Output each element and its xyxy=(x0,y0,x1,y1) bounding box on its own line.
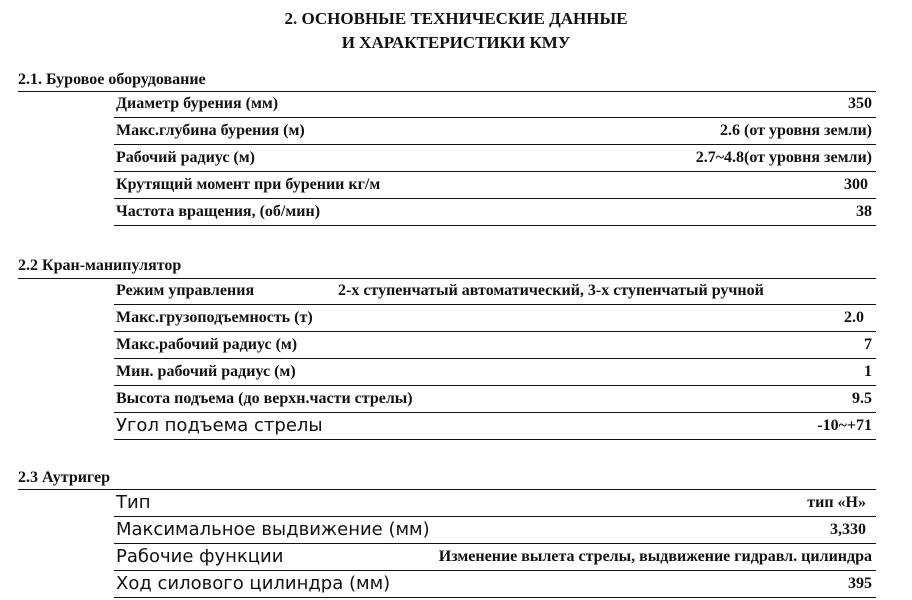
spec-value: тип «Н» xyxy=(807,494,866,511)
spec-label: Рабочий радиус (м) xyxy=(116,149,255,166)
spec-row-max-radius xyxy=(114,332,876,359)
spec-value: 1 xyxy=(864,363,872,380)
spec-label: Рабочие функции xyxy=(116,546,284,567)
document-title-line2: И ХАРАКТЕРИСТИКИ КМУ xyxy=(341,33,571,52)
spec-label: Максимальное выдвижение (мм) xyxy=(116,519,430,540)
spec-label: Высота подъема (до верхн.части стрелы) xyxy=(116,390,413,407)
spec-value: 2.7~4.8(от уровня земли) xyxy=(695,149,872,166)
spec-label: Режим управления xyxy=(116,282,255,299)
spec-value: -10~+71 xyxy=(817,417,872,434)
spec-value: 2-х ступенчатый автоматический, 3-х ступенчатый ручной xyxy=(338,282,764,299)
spec-row-work-functions xyxy=(114,544,876,571)
spec-value: 9.5 xyxy=(852,390,872,407)
spec-row-outrigger-type xyxy=(114,490,876,517)
spec-label: Ход силового цилиндра (мм) xyxy=(116,573,391,594)
spec-label: Макс.глубина бурения (м) xyxy=(116,122,305,139)
spec-label: Макс.грузоподъемность (т) xyxy=(116,309,313,326)
document-title-line1: 2. ОСНОВНЫЕ ТЕХНИЧЕСКИЕ ДАННЫЕ xyxy=(284,9,628,28)
spec-row-drill-depth xyxy=(114,118,876,145)
spec-value: 2.6 (от уровня земли) xyxy=(720,122,872,139)
spec-row-drill-radius xyxy=(114,145,876,172)
spec-label: Частота вращения, (об/мин) xyxy=(116,203,321,220)
spec-row-drill-torque xyxy=(114,172,876,199)
section-heading-drilling: 2.1. Буровое оборудование xyxy=(18,71,206,88)
spec-value: 38 xyxy=(856,203,872,220)
spec-row-boom-angle xyxy=(114,413,876,440)
section-heading-outrigger: 2.3 Аутригер xyxy=(18,469,110,486)
spec-row-lift-height xyxy=(114,386,876,413)
spec-label: Угол подъема стрелы xyxy=(116,415,323,436)
spec-label: Крутящий момент при бурении кг/м xyxy=(116,176,381,193)
spec-label: Мин. рабочий радиус (м) xyxy=(116,363,296,380)
spec-row-cylinder-stroke xyxy=(114,571,876,598)
spec-label: Тип xyxy=(116,492,151,513)
spec-row-min-radius xyxy=(114,359,876,386)
spec-row-control-mode xyxy=(114,278,876,305)
spec-value: 350 xyxy=(848,95,872,112)
spec-row-drill-rpm xyxy=(114,199,876,226)
spec-value: 7 xyxy=(864,336,872,353)
spec-value: 300 xyxy=(844,176,868,193)
spec-value: Изменение вылета стрелы, выдвижение гидравл. цилиндра xyxy=(438,548,872,565)
spec-label: Диаметр бурения (мм) xyxy=(116,95,279,112)
spec-label: Макс.рабочий радиус (м) xyxy=(116,336,298,353)
spec-row-drill-diameter xyxy=(114,91,876,118)
spec-value: 3,330 xyxy=(830,521,866,538)
spec-row-max-load xyxy=(114,305,876,332)
section-heading-crane: 2.2 Кран-манипулятор xyxy=(18,257,182,274)
spec-value: 2.0 xyxy=(844,309,864,326)
spec-value: 395 xyxy=(848,575,872,592)
spec-row-max-extension xyxy=(114,517,876,544)
